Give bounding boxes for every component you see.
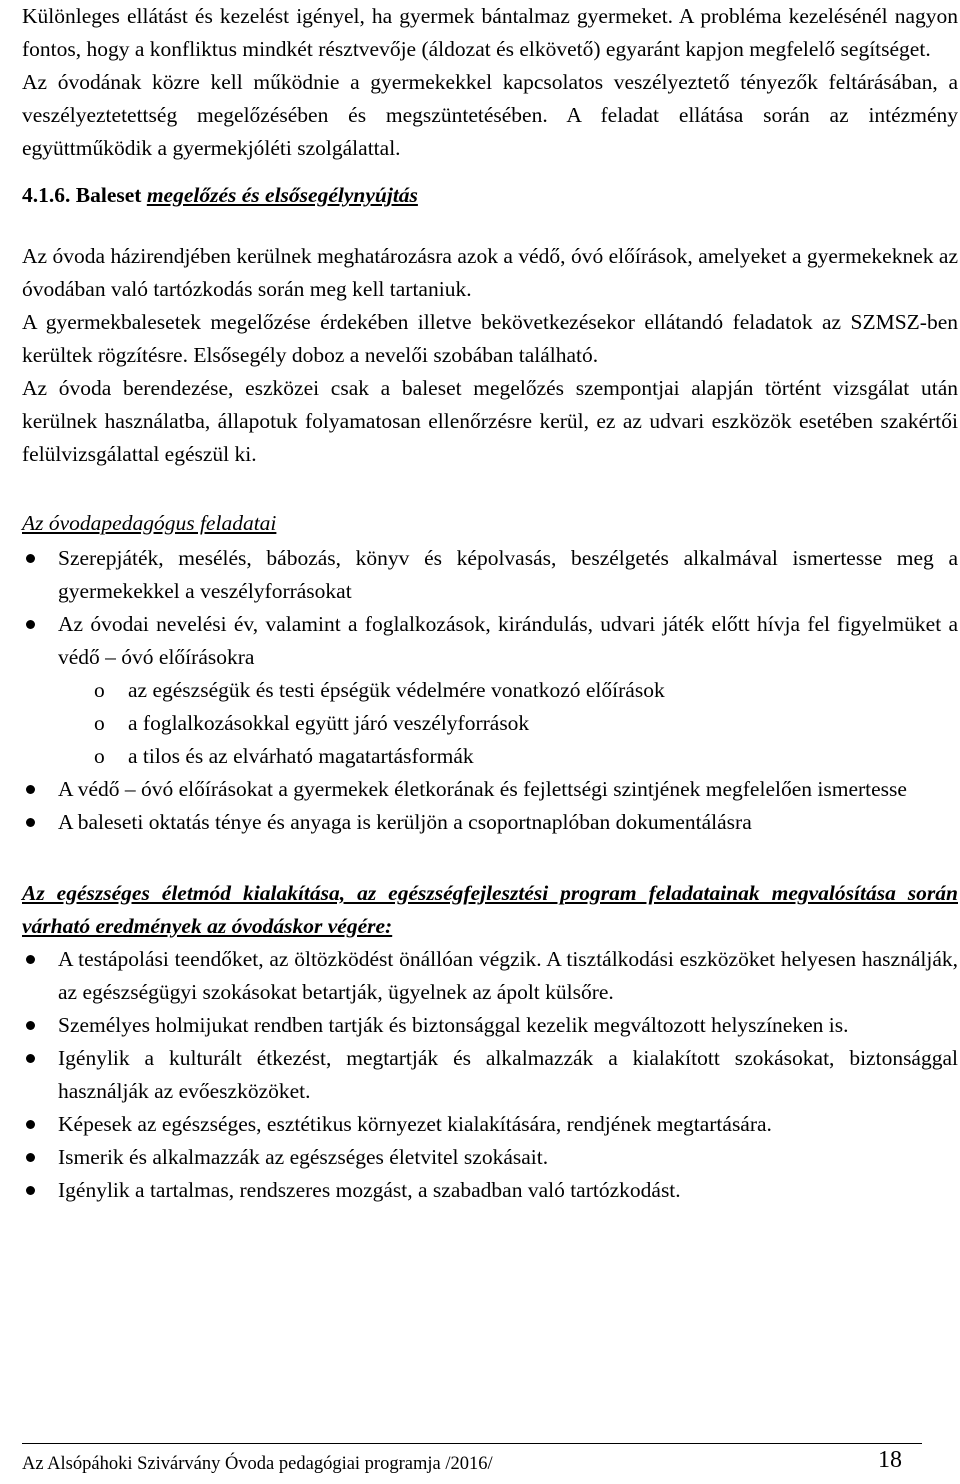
sub-list-item (22, 707, 958, 740)
results-list (22, 943, 958, 1207)
bullet-icon (26, 1021, 35, 1030)
sub-list-item (22, 740, 958, 773)
sub-list-item-text: az egészségük és testi épségük védelmére vonatkozó előírások (128, 678, 665, 702)
circle-bullet-icon: o (94, 711, 105, 735)
bullet-icon (26, 955, 35, 964)
bullet-icon (26, 1054, 35, 1063)
list-item (22, 943, 958, 1009)
list-item (22, 542, 958, 608)
spacer (22, 212, 958, 240)
list-item (22, 1108, 958, 1141)
list-item-text: Képesek az egészséges, esztétikus környezet kialakítására, rendjének megtartására. (58, 1112, 772, 1136)
circle-bullet-icon: o (94, 744, 105, 768)
bullet-icon (26, 1153, 35, 1162)
bullet-icon (26, 1120, 35, 1129)
section-heading (22, 179, 958, 212)
paragraph-equipment: Az óvoda berendezése, eszközei csak a baleset megelőzés szempontjai alapján történt vizsgálat után kerülnek használatba, állapotuk folyamatosan ellenőrzésre kerül, ez az udvari eszközök esetében szakértői felülvizsgálattal egészül ki. (22, 376, 958, 466)
footer-text: Az Alsópáhoki Szivárvány Óvoda pedagógiai programja /2016/ (22, 1454, 493, 1474)
list-item (22, 773, 958, 806)
list-item (22, 806, 958, 839)
list-item-text: Szerepjáték, mesélés, bábozás, könyv és képolvasás, beszélgetés alkalmával ismertesse meg a gyermekekkel a veszélyforrásokat (58, 546, 958, 603)
list-item-text: A testápolási teendőket, az öltözködést önállóan végzik. A tisztálkodási eszközöket helyesen használják, az egészségügyi szokásokat betartják, ügyelnek az ápolt külsőre. (58, 947, 958, 1004)
list-item (22, 1174, 958, 1207)
list-item (22, 1141, 958, 1174)
intro-paragraph-2: Az óvodának közre kell működnie a gyermekekkel kapcsolatos veszélyeztető tényezők feltárásában, a veszélyeztetettség megelőzésében és megszüntetésében. A feladat ellátása során az intézmény együttműködik a gyermekjóléti szolgálattal. (22, 70, 958, 160)
sub-list-item-text: a tilos és az elvárható magatartásformák (128, 744, 474, 768)
document-page (22, 0, 958, 1207)
sub-list-item-text: a foglalkozásokkal együtt járó veszélyforrások (128, 711, 530, 735)
tasks-list (22, 542, 958, 839)
bullet-icon (26, 554, 35, 563)
list-item-text: Igénylik a tartalmas, rendszeres mozgást, a szabadban való tartózkodást. (58, 1178, 681, 1202)
bullet-icon (26, 785, 35, 794)
paragraph-accident-prevention: A gyermekbalesetek megelőzése érdekében illetve bekövetkezésekor ellátandó feladatok az SZMSZ-ben kerültek rögzítésre. Elsősegély doboz a nevelői szobában található. (22, 310, 958, 367)
bullet-icon (26, 1186, 35, 1195)
circle-bullet-icon: o (94, 678, 105, 702)
sub-list-item (22, 674, 958, 707)
page-footer (22, 1443, 922, 1478)
bullet-icon (26, 620, 35, 629)
list-item-text: Személyes holmijukat rendben tartják és biztonsággal kezelik megváltozott helyszíneken is. (58, 1013, 849, 1037)
list-item-text: Az óvodai nevelési év, valamint a foglalkozások, kirándulás, udvari játék előtt hívja fel figyelmüket a védő – óvó előírásokra (58, 612, 958, 669)
page-number: 18 (878, 1447, 902, 1473)
section-title: megelőzés és elsősegélynyújtás (146, 183, 418, 207)
list-item (22, 1042, 958, 1108)
results-title: Az egészséges életmód kialakítása, az egészségfejlesztési program feladatainak megvalósítása során várható eredmények az óvodáskor végére: (22, 881, 958, 938)
list-item-text: A védő – óvó előírásokat a gyermekek életkorának és fejlettségi szintjének megfelelően ismertesse (58, 777, 907, 801)
section-number: 4.1.6. Baleset (22, 183, 147, 207)
intro-paragraph-1: Különleges ellátást és kezelést igényel, ha gyermek bántalmaz gyermeket. A probléma kezelésénél nagyon fontos, hogy a konfliktus mindkét résztvevője (áldozat és elkövető) egyaránt kapjon megfelelő segítséget. (22, 4, 958, 61)
list-item-text: Ismerik és alkalmazzák az egészséges életvitel szokásait. (58, 1145, 549, 1169)
sub-list (22, 674, 958, 773)
tasks-title: Az óvodapedagógus feladatai (22, 511, 277, 535)
list-item-text: A baleseti oktatás ténye és anyaga is kerüljön a csoportnaplóban dokumentálásra (58, 810, 752, 834)
bullet-icon (26, 818, 35, 827)
paragraph-house-rules: Az óvoda házirendjében kerülnek meghatározásra azok a védő, óvó előírások, amelyeket a gyermekeknek az óvodában való tartózkodás során meg kell tartaniuk. (22, 244, 958, 301)
list-item (22, 608, 958, 773)
list-item-text: Igénylik a kulturált étkezést, megtartják és alkalmazzák a kialakított szokásokat, biztonsággal használják az evőeszközöket. (58, 1046, 958, 1103)
list-item (22, 1009, 958, 1042)
